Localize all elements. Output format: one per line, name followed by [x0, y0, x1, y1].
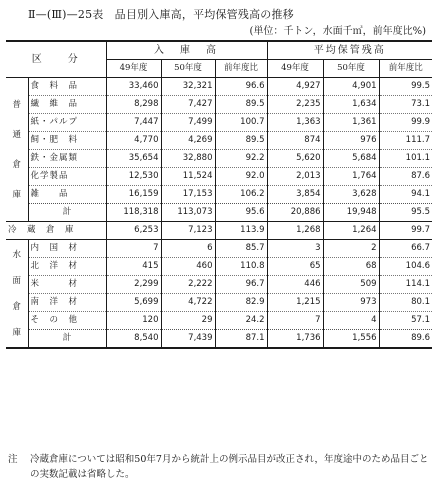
table-row: [6, 78, 432, 96]
table-title: Ⅱ—(Ⅲ)—25表 品目別入庫高，平均保管残高の推移: [28, 8, 294, 21]
cell-storage-y50: 1,764: [323, 168, 379, 186]
cell-inbound-y50: 32,880: [161, 150, 215, 168]
cell-storage-ratio: 101.1: [379, 150, 432, 168]
cell-inbound-ratio: 96.7: [215, 276, 267, 294]
cell-inbound-y50: 11,524: [161, 168, 215, 186]
table-row: [6, 150, 432, 168]
cell-storage-y50: 5,684: [323, 150, 379, 168]
group-label-char: 通: [12, 129, 21, 140]
cell-inbound-y49: 7: [106, 240, 161, 258]
cell-storage-y49: 5,620: [267, 150, 323, 168]
header-row-1: [6, 41, 432, 60]
cell-storage-ratio: 99.5: [379, 78, 432, 96]
cell-inbound-y50: 6: [161, 240, 215, 258]
cell-inbound-ratio: 85.7: [215, 240, 267, 258]
cell-storage-y50: 976: [323, 132, 379, 150]
cell-storage-y50: 4: [323, 312, 379, 330]
row-label: 紙・パルプ: [28, 114, 106, 132]
cell-storage-ratio: 73.1: [379, 96, 432, 114]
cell-inbound-y49: 35,654: [106, 150, 161, 168]
cell-storage-y49: 1,363: [267, 114, 323, 132]
table-row: [6, 96, 432, 114]
cell-storage-y50: 4,901: [323, 78, 379, 96]
table-row: [6, 276, 432, 294]
cell-inbound-ratio: 96.6: [215, 78, 267, 96]
cell-storage-y50: 1,264: [323, 222, 379, 240]
group-label-char: 水: [12, 249, 21, 260]
cell-inbound-y49: 4,770: [106, 132, 161, 150]
cell-inbound-ratio: 24.2: [215, 312, 267, 330]
cell-storage-y50: 68: [323, 258, 379, 276]
cell-inbound-ratio: 92.0: [215, 168, 267, 186]
cell-inbound-y50: 113,073: [161, 204, 215, 222]
cell-storage-ratio: 87.6: [379, 168, 432, 186]
cell-storage-y50: 2: [323, 240, 379, 258]
cell-inbound-y49: 415: [106, 258, 161, 276]
cell-inbound-ratio: 92.2: [215, 150, 267, 168]
col-ratio-storage: 前年度比: [379, 60, 432, 78]
cell-inbound-ratio: 110.8: [215, 258, 267, 276]
cell-storage-y49: 3: [267, 240, 323, 258]
row-label: 飼・肥 料: [28, 132, 106, 150]
group-label-char: 倉: [12, 301, 21, 312]
table-row: [6, 168, 432, 186]
col-y50-storage: 50年度: [323, 60, 379, 78]
cell-inbound-y50: 29: [161, 312, 215, 330]
col-y49-storage: 49年度: [267, 60, 323, 78]
cell-inbound-y49: 16,159: [106, 186, 161, 204]
footnote-text: 冷蔵倉庫については昭和50年7月から統計上の例示品目が改正され，年度途中のため品目ごとの実数記載は省略した。: [30, 454, 429, 480]
cell-storage-ratio: 80.1: [379, 294, 432, 312]
statistics-table: [6, 40, 432, 349]
table-row: [6, 222, 432, 240]
table-row: [6, 132, 432, 150]
cell-inbound-y49: 5,699: [106, 294, 161, 312]
cell-inbound-ratio: 89.5: [215, 132, 267, 150]
total-row: [6, 330, 432, 349]
cell-inbound-y50: 4,269: [161, 132, 215, 150]
table-row: [6, 114, 432, 132]
category-header: 区 分: [31, 54, 80, 65]
row-label: 北 洋 材: [28, 258, 106, 276]
cell-inbound-ratio: 82.9: [215, 294, 267, 312]
row-label: 内 国 材: [28, 240, 106, 258]
cell-inbound-y49: 2,299: [106, 276, 161, 294]
cell-inbound-y49: 12,530: [106, 168, 161, 186]
group-label-water: [6, 240, 28, 349]
row-label: 米 材: [28, 276, 106, 294]
total-row: [6, 204, 432, 222]
cell-storage-y50: 973: [323, 294, 379, 312]
group-label-char: 面: [12, 275, 21, 286]
cell-storage-y50: 3,628: [323, 186, 379, 204]
cell-inbound-y49: 118,318: [106, 204, 161, 222]
row-label: 繊 維 品: [28, 96, 106, 114]
group-label-char: 倉: [12, 159, 21, 170]
cell-inbound-ratio: 95.6: [215, 204, 267, 222]
cell-storage-y49: 2,013: [267, 168, 323, 186]
col-y50-inbound: 50年度: [161, 60, 215, 78]
cell-storage-y50: 1,634: [323, 96, 379, 114]
cell-storage-ratio: 99.9: [379, 114, 432, 132]
cell-storage-y49: 2,235: [267, 96, 323, 114]
cell-storage-y49: 1,215: [267, 294, 323, 312]
cell-storage-ratio: 104.6: [379, 258, 432, 276]
row-label: 計: [28, 330, 106, 349]
row-label: 鉄・金属類: [28, 150, 106, 168]
footnote: [8, 452, 432, 482]
cell-inbound-y50: 7,123: [161, 222, 215, 240]
table-row: [6, 294, 432, 312]
cell-inbound-ratio: 113.9: [215, 222, 267, 240]
table-row: [6, 240, 432, 258]
cell-inbound-ratio: 100.7: [215, 114, 267, 132]
cell-inbound-y50: 7,427: [161, 96, 215, 114]
cell-storage-y49: 20,886: [267, 204, 323, 222]
table-row: [6, 186, 432, 204]
col-y49-inbound: 49年度: [106, 60, 161, 78]
cell-storage-y50: 19,948: [323, 204, 379, 222]
cell-storage-ratio: 114.1: [379, 276, 432, 294]
cell-storage-ratio: 57.1: [379, 312, 432, 330]
cell-storage-y50: 1,361: [323, 114, 379, 132]
cell-storage-ratio: 99.7: [379, 222, 432, 240]
cell-inbound-ratio: 106.2: [215, 186, 267, 204]
cell-inbound-y49: 7,447: [106, 114, 161, 132]
cell-inbound-y49: 33,460: [106, 78, 161, 96]
group-label-ordinary: [6, 78, 28, 222]
cell-storage-y49: 7: [267, 312, 323, 330]
row-label: そ の 他: [28, 312, 106, 330]
table-row: [6, 258, 432, 276]
cell-inbound-y50: 32,321: [161, 78, 215, 96]
cell-inbound-y49: 6,253: [106, 222, 161, 240]
cell-inbound-ratio: 89.5: [215, 96, 267, 114]
row-label: 冷 蔵 倉 庫: [6, 222, 106, 240]
group-label-char: 庫: [12, 189, 21, 200]
unit-note: (単位：千トン，水面千㎥，前年度比%): [249, 26, 426, 37]
cell-storage-ratio: 95.5: [379, 204, 432, 222]
table-row: [6, 312, 432, 330]
cell-storage-ratio: 89.6: [379, 330, 432, 349]
cell-storage-y49: 1,736: [267, 330, 323, 349]
col-ratio-inbound: 前年度比: [215, 60, 267, 78]
cell-inbound-y50: 4,722: [161, 294, 215, 312]
cell-inbound-y50: 7,439: [161, 330, 215, 349]
cell-inbound-y49: 120: [106, 312, 161, 330]
group-label-char: 庫: [12, 327, 21, 338]
cell-storage-y49: 446: [267, 276, 323, 294]
cell-storage-y49: 874: [267, 132, 323, 150]
row-label: 南 洋 材: [28, 294, 106, 312]
cell-inbound-y50: 7,499: [161, 114, 215, 132]
footnote-label: 注: [8, 454, 18, 465]
row-label: 化学製品: [28, 168, 106, 186]
row-label: 食 料 品: [28, 78, 106, 96]
avg-storage-header: 平均保管残高: [267, 41, 432, 60]
row-label: 雑 品: [28, 186, 106, 204]
cell-storage-ratio: 111.7: [379, 132, 432, 150]
cell-storage-y49: 1,268: [267, 222, 323, 240]
row-label: 計: [28, 204, 106, 222]
cell-inbound-y50: 2,222: [161, 276, 215, 294]
cell-storage-ratio: 94.1: [379, 186, 432, 204]
cell-inbound-y49: 8,540: [106, 330, 161, 349]
cell-storage-ratio: 66.7: [379, 240, 432, 258]
inbound-header: 入 庫 高: [106, 41, 267, 60]
cell-inbound-ratio: 87.1: [215, 330, 267, 349]
cell-storage-y49: 3,854: [267, 186, 323, 204]
cell-inbound-y50: 17,153: [161, 186, 215, 204]
cell-inbound-y49: 8,298: [106, 96, 161, 114]
cell-storage-y49: 65: [267, 258, 323, 276]
group-label-char: 普: [12, 99, 21, 110]
cell-storage-y49: 4,927: [267, 78, 323, 96]
cell-inbound-y50: 460: [161, 258, 215, 276]
cell-storage-y50: 1,556: [323, 330, 379, 349]
cell-storage-y50: 509: [323, 276, 379, 294]
